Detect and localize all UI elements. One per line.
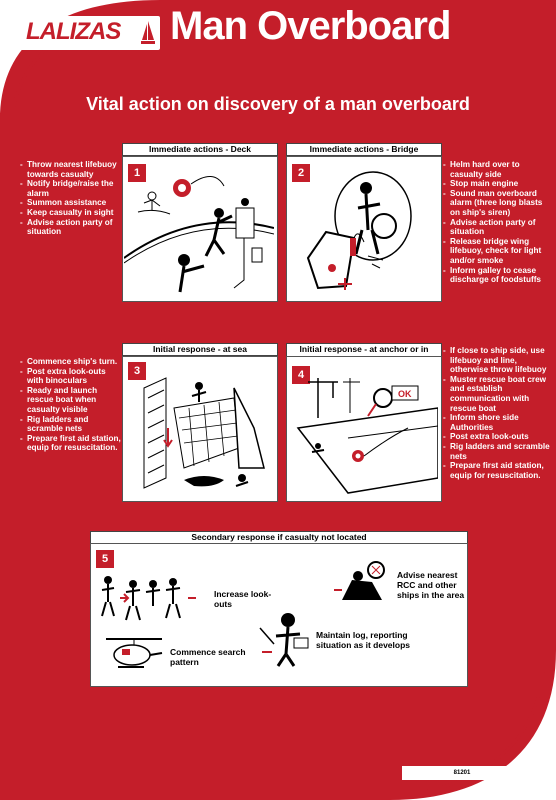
list-item: - Sound man overboard alarm (three long blasts on ship's siren) — [443, 189, 551, 218]
panel-2-header: Immediate actions - Bridge — [286, 143, 442, 156]
list-item: - Inform galley to cease discharge of foodstuffs — [443, 266, 551, 285]
rcc-radio-illustration — [332, 560, 392, 605]
page-title: Man Overboard — [170, 4, 451, 48]
search-pattern-label: Commence search pattern — [170, 647, 246, 667]
panel-3-actions — [20, 357, 124, 453]
list-item: - Summon assistance — [20, 198, 126, 208]
list-item: - Commence ship's turn. — [20, 357, 124, 367]
list-item: - Ready and launch rescue boat when casualty visible — [20, 386, 124, 415]
deck-rescue-illustration — [124, 168, 274, 298]
panel-3-number: 3 — [128, 362, 146, 380]
panel-1-number: 1 — [128, 164, 146, 182]
panel-1-actions — [20, 160, 126, 237]
lookouts-label: Increase look-outs — [214, 589, 272, 609]
logo-text: LALIZAS — [26, 18, 121, 45]
harbor-rescue-illustration — [288, 368, 438, 498]
bridge-helm-illustration — [288, 168, 438, 298]
list-item: - Advise action party of situation — [20, 218, 126, 237]
list-item: - Release bridge wing lifebuoy, check for light and/or smoke — [443, 237, 551, 266]
maintain-log-label: Maintain log, reporting situation as it develops — [316, 630, 410, 650]
ok-label: OK — [398, 389, 412, 399]
advise-rcc-label: Advise nearest RCC and other ships in the area — [397, 570, 465, 600]
sail-logo-icon — [140, 20, 156, 46]
list-item: - Stop main engine — [443, 179, 551, 189]
list-item: - Throw nearest lifebuoy towards casualty — [20, 160, 126, 179]
panel-4-header: Initial response - at anchor or in — [286, 343, 442, 367]
list-item: - Prepare first aid station, equip for resuscitation. — [443, 461, 551, 480]
list-item: - Advise action party of situation — [443, 218, 551, 237]
list-item: - Helm hard over to casualty side — [443, 160, 551, 179]
lalizas-logo — [20, 16, 160, 56]
panel-4-number: 4 — [292, 366, 310, 384]
list-item: - Muster rescue boat crew and establish communication with rescue boat — [443, 375, 551, 413]
list-item: - If close to ship side, use lifebuoy and line, otherwise throw lifebuoy — [443, 346, 551, 375]
log-illustration — [258, 608, 313, 668]
page-subtitle: Vital action on discovery of a man overboard — [86, 94, 470, 114]
list-item: - Rig ladders and scramble nets — [20, 415, 124, 434]
panel-2-actions — [443, 160, 551, 285]
panel-1-header: Immediate actions - Deck — [122, 143, 278, 156]
helicopter-illustration — [104, 633, 164, 673]
scramble-net-illustration — [124, 368, 274, 498]
panel-4-actions — [443, 346, 551, 480]
lookouts-illustration — [98, 572, 208, 622]
list-item: - Post extra look-outs — [443, 432, 551, 442]
product-code: 81201 — [402, 766, 522, 780]
panel-2-number: 2 — [292, 164, 310, 182]
secondary-number: 5 — [96, 550, 114, 568]
list-item: - Prepare first aid station, equip for resuscitation. — [20, 434, 124, 453]
list-item: - Keep casualty in sight — [20, 208, 126, 218]
list-item: - Rig ladders and scramble nets — [443, 442, 551, 461]
list-item: - Post extra look-outs with binoculars — [20, 367, 124, 386]
list-item: - Inform shore side Authorities — [443, 413, 551, 432]
list-item: - Notify bridge/raise the alarm — [20, 179, 126, 198]
panel-3-header: Initial response - at sea — [122, 343, 278, 356]
secondary-header: Secondary response if casualty not located — [90, 531, 468, 544]
